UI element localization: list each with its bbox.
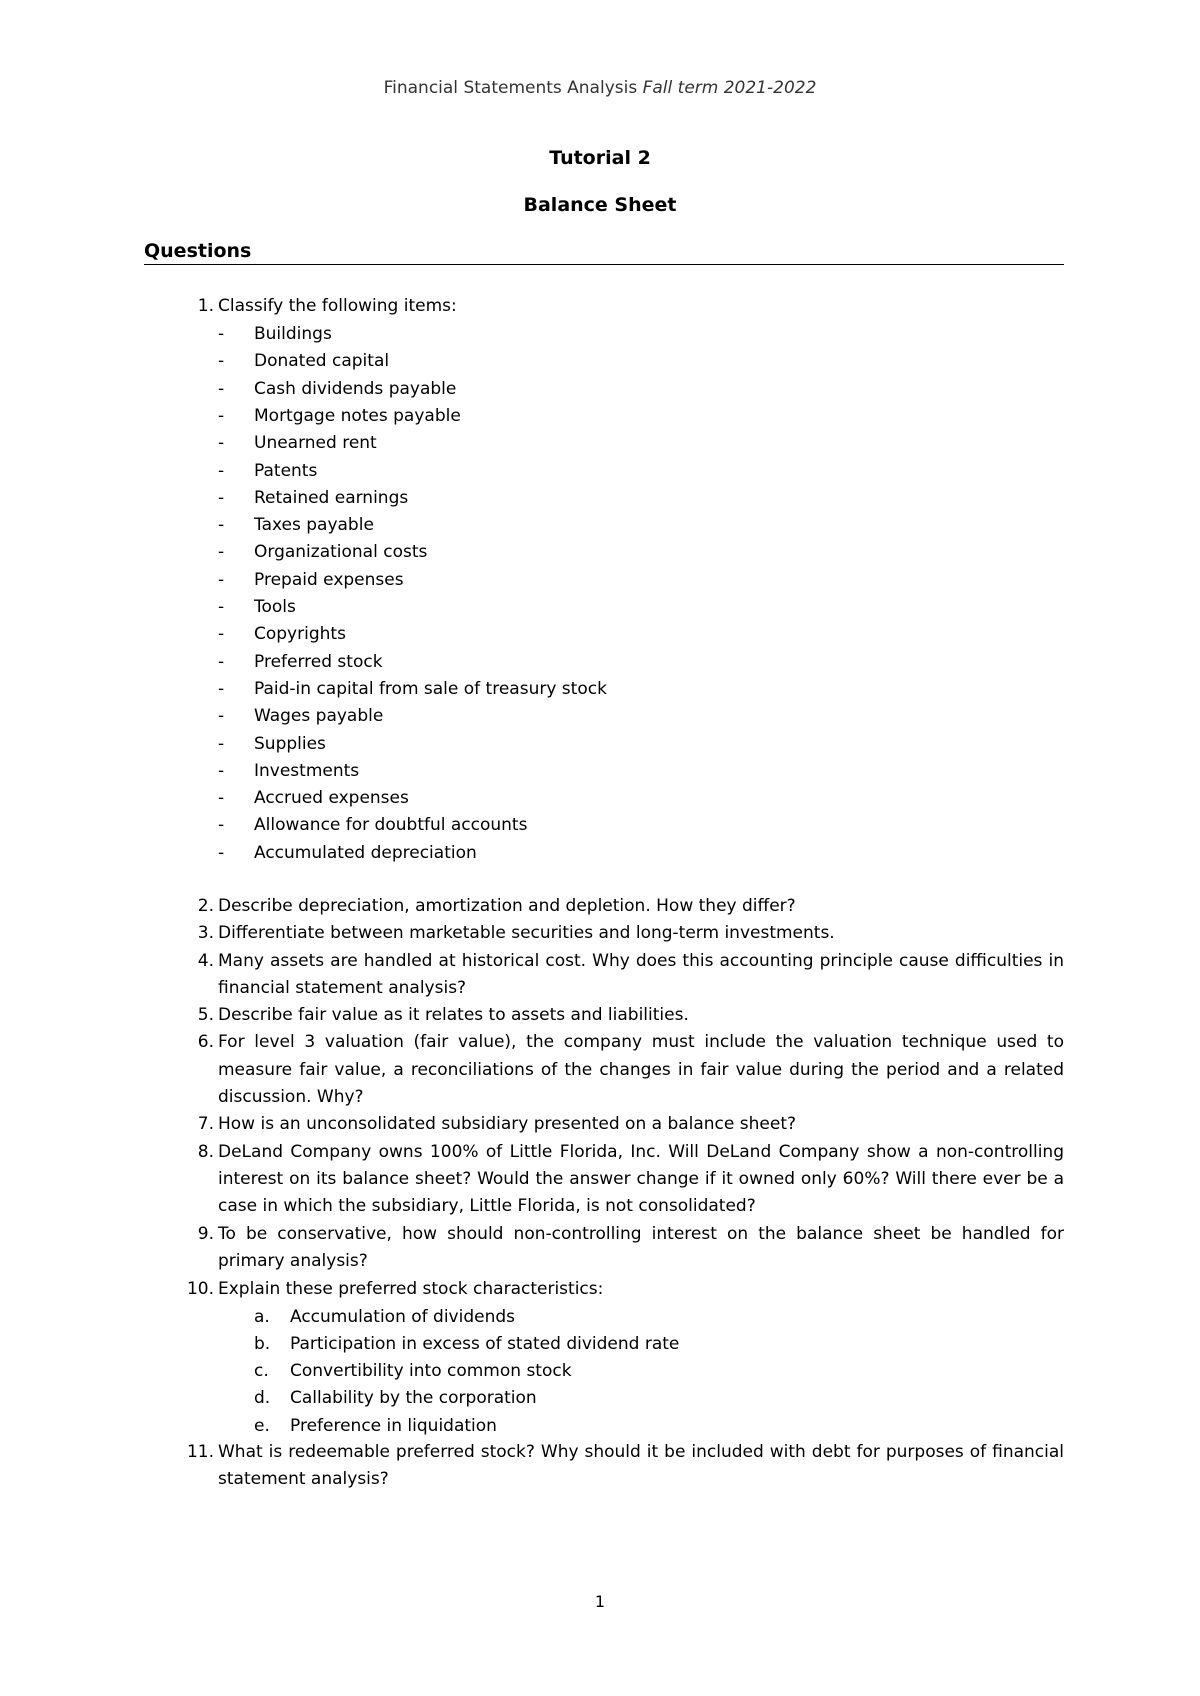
question-number: 3. xyxy=(197,923,214,944)
dash-bullet: - xyxy=(218,651,225,672)
characteristic-letter: c. xyxy=(254,1361,269,1382)
course-name: Financial Statements Analysis xyxy=(383,78,638,98)
characteristic-label: Accumulation of dividends xyxy=(290,1306,516,1327)
classification-item-label: Prepaid expenses xyxy=(254,569,404,590)
dash-bullet: - xyxy=(218,542,225,563)
characteristic-label: Preference in liquidation xyxy=(290,1415,497,1436)
classification-item-label: Patents xyxy=(254,460,318,481)
characteristic-item xyxy=(144,1331,1064,1358)
characteristic-item xyxy=(144,1385,1064,1412)
question-item xyxy=(144,1002,1064,1029)
question-text: Many assets are handled at historical cost. Why does this accounting principle cause difficulties in financial statement analysis? xyxy=(218,950,1064,998)
question-number: 10. xyxy=(186,1279,214,1299)
question-text: Differentiate between marketable securities and long-term investments. xyxy=(218,923,835,944)
classification-item-label: Mortgage notes payable xyxy=(254,405,461,426)
dash-bullet: - xyxy=(218,760,225,781)
dash-bullet: - xyxy=(218,487,225,508)
classification-item-label: Wages payable xyxy=(254,706,384,727)
dash-bullet: - xyxy=(218,324,225,344)
classification-item-label: Retained earnings xyxy=(254,487,409,508)
classification-item-label: Investments xyxy=(254,760,360,781)
dash-bullet: - xyxy=(218,678,225,699)
classification-item-label: Accrued expenses xyxy=(254,788,409,809)
classification-item xyxy=(144,512,1064,539)
classification-item-label: Accumulated depreciation xyxy=(254,842,477,863)
tutorial-subtitle: Balance Sheet xyxy=(523,194,677,216)
classification-item xyxy=(144,840,1064,867)
classification-item xyxy=(144,430,1064,457)
dash-bullet: - xyxy=(218,569,225,590)
classification-item-label: Buildings xyxy=(254,324,332,344)
dash-bullet: - xyxy=(218,706,225,727)
question-number: 11. xyxy=(186,1442,214,1462)
dash-bullet: - xyxy=(218,351,225,372)
dash-bullet: - xyxy=(218,433,225,454)
term-label: Fall term 2021-2022 xyxy=(642,78,817,98)
question-number: 9. xyxy=(197,1223,214,1244)
classification-item xyxy=(144,731,1064,758)
characteristic-letter: a. xyxy=(254,1306,270,1327)
classification-item xyxy=(144,621,1064,648)
characteristic-label: Callability by the corporation xyxy=(290,1388,537,1409)
classification-item-label: Supplies xyxy=(254,733,326,754)
question-text: Describe depreciation, amortization and depletion. How they differ? xyxy=(218,896,796,916)
page-header xyxy=(0,78,1200,98)
dash-bullet: - xyxy=(218,815,225,836)
question-text: Explain these preferred stock characteristics: xyxy=(218,1279,604,1299)
classification-item xyxy=(144,812,1064,839)
classification-item xyxy=(144,567,1064,594)
question-number: 7. xyxy=(197,1114,214,1135)
question-text: What is redeemable preferred stock? Why should it be included with debt for purposes of financial statement analysis? xyxy=(218,1442,1064,1490)
characteristic-letter: d. xyxy=(254,1388,271,1409)
dash-bullet: - xyxy=(218,788,225,809)
question-item xyxy=(144,948,1064,1003)
question-1 xyxy=(144,293,1064,321)
dash-bullet: - xyxy=(218,597,225,617)
question-item xyxy=(144,1139,1064,1221)
question-number: 2. xyxy=(197,896,214,916)
classification-item-label: Organizational costs xyxy=(254,542,428,563)
question-number: 6. xyxy=(197,1032,214,1053)
classification-item-label: Preferred stock xyxy=(254,651,383,672)
characteristic-label: Convertibility into common stock xyxy=(290,1361,572,1382)
questions-heading: Questions xyxy=(144,240,1064,265)
questions-list xyxy=(144,893,1064,1275)
dash-bullet: - xyxy=(218,733,225,754)
classification-item xyxy=(144,676,1064,703)
question-item xyxy=(144,893,1064,920)
question-item xyxy=(144,920,1064,947)
question-number: 8. xyxy=(197,1141,214,1162)
classification-item-label: Unearned rent xyxy=(254,433,377,454)
dash-bullet: - xyxy=(218,842,225,863)
dash-bullet: - xyxy=(218,460,225,481)
characteristic-letter: e. xyxy=(254,1415,270,1436)
dash-bullet: - xyxy=(218,378,225,399)
dash-bullet: - xyxy=(218,515,225,536)
classification-item-label: Cash dividends payable xyxy=(254,378,457,399)
characteristic-item xyxy=(144,1413,1064,1440)
question-text: DeLand Company owns 100% of Little Florida, Inc. Will DeLand Company show a non-controlling interest on its balance sheet? Would the answer change if it owned only 60%? Will there ever be a case in which the subsidiary, Little Florida, is not consolidated? xyxy=(218,1141,1064,1217)
classification-item xyxy=(144,348,1064,375)
page-number: 1 xyxy=(594,1592,606,1611)
question-item xyxy=(144,1111,1064,1138)
question-text: To be conservative, how should non-controlling interest on the balance sheet be handled for primary analysis? xyxy=(218,1223,1064,1271)
classification-item xyxy=(144,703,1064,730)
characteristic-item xyxy=(144,1358,1064,1385)
classification-item xyxy=(144,485,1064,512)
characteristic-letter: b. xyxy=(254,1333,271,1354)
classification-item-label: Copyrights xyxy=(254,624,346,645)
classification-item xyxy=(144,758,1064,785)
question-number: 5. xyxy=(197,1005,214,1026)
classification-item xyxy=(144,539,1064,566)
question-text: Classify the following items: xyxy=(218,296,457,316)
classification-item xyxy=(144,785,1064,812)
question-item xyxy=(144,1221,1064,1276)
classification-item xyxy=(144,594,1064,621)
classification-item-label: Donated capital xyxy=(254,351,390,372)
question-text: How is an unconsolidated subsidiary presented on a balance sheet? xyxy=(218,1114,797,1135)
tutorial-title: Tutorial 2 xyxy=(549,147,651,169)
characteristic-label: Participation in excess of stated dividend rate xyxy=(290,1333,680,1354)
question-text: Describe fair value as it relates to assets and liabilities. xyxy=(218,1005,689,1026)
question-10 xyxy=(144,1276,1064,1303)
classification-item-label: Allowance for doubtful accounts xyxy=(254,815,528,836)
characteristic-item xyxy=(144,1304,1064,1331)
classification-item xyxy=(144,403,1064,430)
classification-item-label: Taxes payable xyxy=(254,515,374,536)
question-number: 1. xyxy=(197,296,214,316)
question-number: 4. xyxy=(197,950,214,971)
question-item xyxy=(144,1029,1064,1111)
dash-bullet: - xyxy=(218,405,225,426)
question-11 xyxy=(144,1439,1064,1494)
classification-item xyxy=(144,649,1064,676)
classification-item-label: Tools xyxy=(254,597,296,617)
question-text: For level 3 valuation (fair value), the company must include the valuation technique used to measure fair value, a reconciliations of the changes in fair value during the period and a related discussion. Why? xyxy=(218,1032,1064,1108)
dash-bullet: - xyxy=(218,624,225,645)
classification-item xyxy=(144,376,1064,403)
classification-item xyxy=(144,458,1064,485)
classification-item-label: Paid-in capital from sale of treasury stock xyxy=(254,678,607,699)
classification-item xyxy=(144,321,1064,348)
